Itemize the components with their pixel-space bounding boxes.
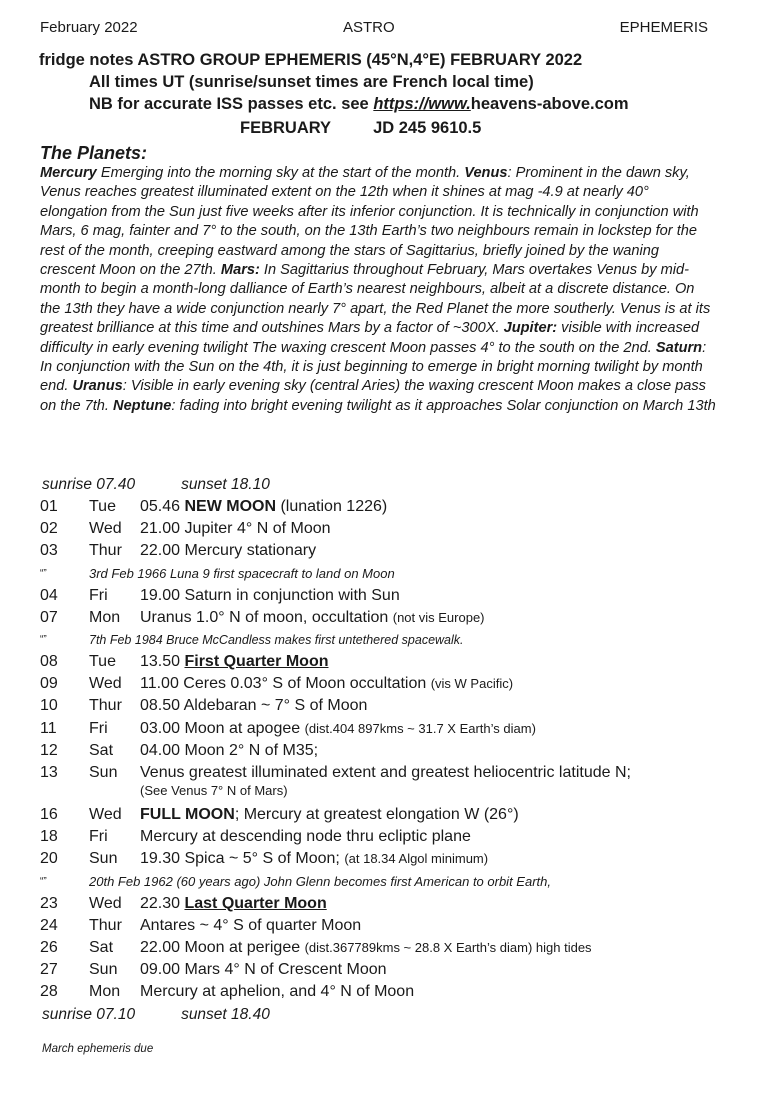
event-text: 05.46 NEW MOON (lunation 1226) [140,498,388,515]
event-row [0,540,761,562]
event-row [0,651,761,673]
event-text: 03.00 Moon at apogee (dist.404 897kms ~ 31.7 X Earth’s diam) [140,719,536,737]
event-weekday: Sat [89,741,114,759]
event-day: 16 [40,806,58,824]
heavens-above-link-prefix[interactable]: https://www. [373,95,471,113]
event-text: 22.00 Moon at perigee (dist.367789kms ~ 28.8 X Earth’s diam) high tides [140,939,592,956]
events-list [0,496,761,1004]
heavens-above-link-domain[interactable]: heavens-above.com [470,95,629,113]
event-weekday: Wed [89,806,122,824]
header-month: February 2022 [40,19,138,36]
event-day: 01 [40,498,58,515]
iss-note [89,95,761,114]
event-weekday: Sun [89,961,118,979]
event-day: 23 [40,894,58,912]
mars-text: In Sagittarius throughout February, Mars overtakes Venus by mid-month to begin a month-long dalliance of Earth’s nearest neighbours, albeit at a discrete distance. On the 13th they have a wide conjunction nearly 7° apart, the Red Planet the more southerly. Venus is at its greatest brilliance at this time and outshines Mars by a factor of ~300X. [40,262,711,337]
month-heading [240,119,761,138]
event-row [0,848,761,870]
event-text: 08.50 Aldebaran ~ 7° S of Moon [140,697,368,715]
event-weekday: Mon [89,983,121,1001]
planets-paragraph [40,164,716,416]
footnote: March ephemeris due [42,1043,154,1055]
venus-label: Venus [464,165,508,181]
event-row [0,937,761,959]
event-day: 10 [40,697,58,715]
event-weekday: Wed [89,675,122,693]
event-row [0,607,761,629]
event-subnote [0,784,761,804]
ditto-mark: “” [40,567,47,579]
event-day: 20 [40,850,58,868]
event-row [0,740,761,762]
event-text: 22.30 Last Quarter Moon [140,894,327,912]
ditto-mark: “” [40,633,47,645]
event-text: 09.00 Mars 4° N of Crescent Moon [140,961,387,979]
history-note-text: 3rd Feb 1966 Luna 9 first spacecraft to land on Moon [89,565,395,581]
event-day: 03 [40,542,58,560]
event-text: Venus greatest illuminated extent and greatest heliocentric latitude N; [140,763,631,781]
event-weekday: Sat [89,939,114,956]
event-weekday: Thur [89,542,122,560]
event-row [0,959,761,981]
event-row [0,496,761,518]
mercury-label: Mercury [40,165,97,181]
sunrise-start: sunrise 07.40 [42,476,136,493]
history-note [0,563,761,585]
event-row [0,804,761,826]
uranus-label: Uranus [72,378,123,395]
event-weekday: Fri [89,828,108,846]
event-subnote-text: (See Venus 7° N of Mars) [140,783,288,799]
history-note-text: 20th Feb 1962 (60 years ago) John Glenn becomes first American to orbit Earth, [89,873,551,889]
event-day: 12 [40,741,58,759]
event-text: 04.00 Moon 2° N of M35; [140,741,319,759]
event-day: 24 [40,916,58,934]
planets-heading: The Planets: [40,143,148,163]
event-row [0,981,761,1003]
event-day: 18 [40,828,58,846]
event-weekday: Tue [89,498,116,515]
event-row [0,695,761,717]
saturn-label: Saturn [655,339,703,356]
event-day: 13 [40,763,58,781]
document-title: fridge notes ASTRO GROUP EPHEMERIS (45°N,4°E) FEBRUARY 2022 [39,51,583,69]
header-ephemeris: EPHEMERIS [619,19,708,36]
event-weekday: Wed [89,894,122,912]
jupiter-label: Jupiter: [503,320,558,337]
sun-times-start [42,476,270,494]
event-day: 07 [40,608,58,626]
neptune-text: : fading into bright evening twilight as it approaches Solar conjunction on March 13th [171,397,716,414]
event-row [0,673,761,695]
event-row [0,585,761,607]
mars-label: Mars: [220,262,260,279]
event-day: 26 [40,939,58,956]
history-note-text: 7th Feb 1984 Bruce McCandless makes first untethered spacewalk. [89,632,464,647]
history-note [0,871,761,893]
event-weekday: Sun [89,763,118,781]
event-weekday: Fri [89,586,108,604]
sun-times-end [42,1006,270,1024]
history-note [0,629,761,651]
event-text: Mercury at aphelion, and 4° N of Moon [140,983,415,1001]
event-text: 19.00 Saturn in conjunction with Sun [140,586,400,604]
julian-date: JD 245 9610.5 [373,119,482,137]
event-day: 04 [40,586,58,604]
sunset-start: sunset 18.10 [181,476,270,493]
event-day: 02 [40,520,58,538]
uranus-text: : Visible in early evening sky (central Aries) the waxing crescent Moon makes a close pass on the 7th. [40,378,706,414]
month-label: FEBRUARY [240,119,332,137]
neptune-label: Neptune [113,397,172,414]
ditto-mark: “” [40,875,47,887]
event-weekday: Tue [89,652,116,670]
times-note: All times UT (sunrise/sunset times are French local time) [89,73,534,91]
event-row [0,718,761,740]
event-day: 09 [40,675,58,693]
event-weekday: Sun [89,850,118,868]
event-text: 11.00 Ceres 0.03° S of Moon occultation (vis W Pacific) [140,675,514,693]
event-row [0,518,761,540]
event-row [0,893,761,915]
event-weekday: Thur [89,697,122,715]
jupiter-text: visible with increased difficulty in early evening twilight The waxing crescent Moon passes 4° to the south on the 2nd. [40,320,700,356]
event-day: 08 [40,652,58,670]
event-row [0,826,761,848]
sunset-end: sunset 18.40 [181,1006,270,1023]
event-text: FULL MOON; Mercury at greatest elongation W (26°) [140,806,519,824]
event-text: Antares ~ 4° S of quarter Moon [140,916,362,934]
event-text: 13.50 First Quarter Moon [140,652,329,670]
event-text: Uranus 1.0° N of moon, occultation (not vis Europe) [140,608,485,626]
venus-text: : Prominent in the dawn sky, Venus reaches greatest illuminated extent on the 12th when it shines at mag -4.9 at nearly 40° elongation from the Sun just five weeks after its inferior conjunction. It is technically in conjunction with Mars, 6 mag, fainter and 7° to the south, on the 13th Earth’s two neighbours remain in lockstep for the rest of the month, creeping eastward among the stars of Sagittarius, briefly joined by the waning crescent Moon on the 27th. [40,165,699,279]
event-row [0,762,761,784]
event-weekday: Fri [89,719,108,737]
event-weekday: Mon [89,608,121,626]
event-text: 19.30 Spica ~ 5° S of Moon; (at 18.34 Algol minimum) [140,850,489,868]
event-day: 11 [40,719,57,737]
header-astro: ASTRO [343,19,395,36]
event-text: 21.00 Jupiter 4° N of Moon [140,520,331,538]
event-weekday: Thur [89,916,122,934]
event-weekday: Wed [89,520,122,538]
sunrise-end: sunrise 07.10 [42,1006,136,1023]
event-text: Mercury at descending node thru ecliptic plane [140,828,471,846]
event-day: 27 [40,961,58,979]
event-row [0,915,761,937]
event-text: 22.00 Mercury stationary [140,542,317,560]
iss-note-prefix: NB for accurate ISS passes etc. see [89,95,374,113]
mercury-text: Emerging into the morning sky at the start of the month. [96,165,465,181]
event-day: 28 [40,983,58,1001]
saturn-text: : In conjunction with the Sun on the 4th, it is just beginning to emerge in bright morning twilight by month end. [40,339,707,395]
